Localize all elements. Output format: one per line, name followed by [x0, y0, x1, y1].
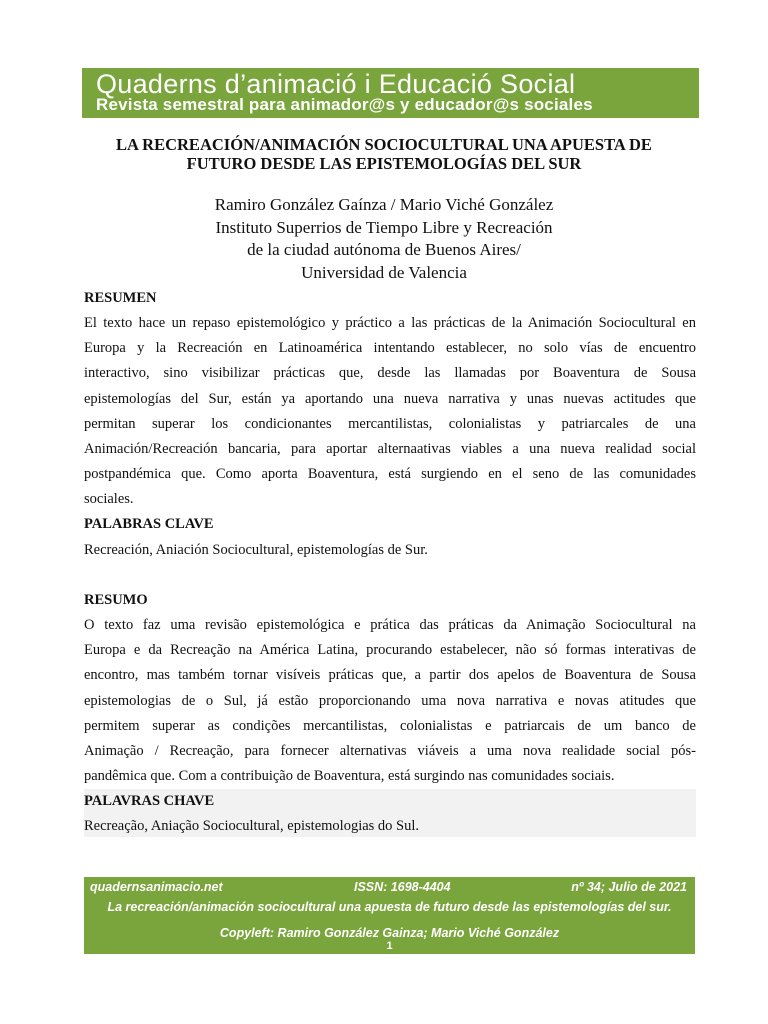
palavras-chave-heading: PALAVRAS CHAVE	[84, 793, 215, 809]
issn-label: ISSN: 1698-4404	[354, 880, 451, 894]
palavras-chave-section	[84, 792, 696, 839]
affiliation-line: de la ciudad autónoma de Buenos Aires/	[247, 240, 521, 259]
journal-website-link[interactable]: quadernsanimacio.net	[90, 880, 223, 894]
affiliation-line: Universidad de Valencia	[301, 262, 467, 282]
article-title-line: LA RECREACIÓN/ANIMACIÓN SOCIOCULTURAL UNA APUESTA DE	[116, 135, 652, 154]
resumo-text	[84, 613, 696, 789]
article-title	[82, 135, 686, 173]
text-line: Animación/Recreación bancaria, para aportar alternaativas viables a una nueva realidad social	[84, 441, 696, 458]
resumo-section	[84, 591, 696, 789]
text-line: Europa y la Recreación en Latinoamérica intentando establecer, no solo vías de encuentro	[84, 340, 696, 357]
text-line: epistemologías del Sur, están ya aportando una nueva narrativa y unas nuevas actitudes que	[84, 390, 696, 407]
text-line: encontro, mas também tornar visíveis práticas que, a partir dos apelos de Boaventura de Sousa	[84, 667, 696, 684]
authors-block	[82, 194, 686, 284]
text-line: permitem superar as condições mercantilistas, colonialistas e patriarcais de um banco de	[84, 717, 696, 734]
article-title-line: FUTURO DESDE LAS EPISTEMOLOGÍAS DEL SUR	[186, 154, 582, 173]
issue-label: nº 34; Julio de 2021	[571, 880, 687, 894]
resumen-heading: RESUMEN	[84, 290, 157, 306]
journal-subtitle: Revista semestral para animador@s y educador@s sociales	[96, 95, 593, 114]
text-line: pandêmica que. Com a contribuição de Boaventura, está surgindo nas comunidades sociais.	[84, 768, 615, 785]
text-line: permitan superar los condicionantes mercantilistas, colonialistas y patriarcales de una	[84, 415, 696, 432]
text-line: postpandémica que. Como aporta Boaventura, está surgiendo en el seno de las comunidades	[84, 466, 696, 483]
journal-title: Quaderns d’animació i Educació Social	[96, 69, 576, 99]
text-line: epistemologias de o Sul, já estão proporcionando uma nova narrativa e novas atitudes que	[84, 692, 696, 709]
palavras-chave-text: Recreação, Aniação Sociocultural, epistemologias do Sul.	[84, 818, 420, 834]
journal-banner	[82, 68, 699, 118]
resumen-section	[84, 289, 696, 513]
footer-copyleft: Copyleft: Ramiro González Gainza; Mario Viché González	[219, 926, 560, 940]
page-footer	[84, 877, 695, 954]
text-line: sociales.	[84, 491, 134, 508]
text-line: Europa e da Recreação na América Latina, procurando estabelecer, não só formas interativas de	[84, 642, 696, 659]
text-line: El texto hace un repaso epistemológico y práctico a las prácticas de la Animación Sociocultural en	[84, 315, 696, 331]
palabras-clave-text: Recreación, Aniación Sociocultural, epistemologías de Sur.	[84, 542, 428, 558]
palabras-clave-heading: PALABRAS CLAVE	[84, 516, 214, 532]
text-line: O texto faz uma revisão epistemológica e prática das práticas da Animação Sociocultural na	[84, 617, 696, 633]
affiliation-line: Instituto Superrios de Tiempo Libre y Recreación	[215, 217, 553, 237]
text-line: Animação / Recreação, para fornecer alternativas viáveis a uma nova realidade social pós-	[84, 743, 696, 760]
resumo-heading: RESUMO	[84, 592, 148, 608]
resumen-text	[84, 311, 696, 513]
footer-meta-row	[84, 880, 695, 896]
page-number: 1	[386, 940, 393, 952]
text-line: interactivo, sino visibilizar prácticas que, desde las llamadas por Boaventura de Sousa	[84, 365, 696, 382]
palabras-clave-section	[84, 515, 696, 563]
footer-article-title: La recreación/animación sociocultural una apuesta de futuro desde las epistemologías del sur.	[107, 900, 672, 914]
authors-names: Ramiro González Gaínza / Mario Viché González	[214, 195, 554, 214]
